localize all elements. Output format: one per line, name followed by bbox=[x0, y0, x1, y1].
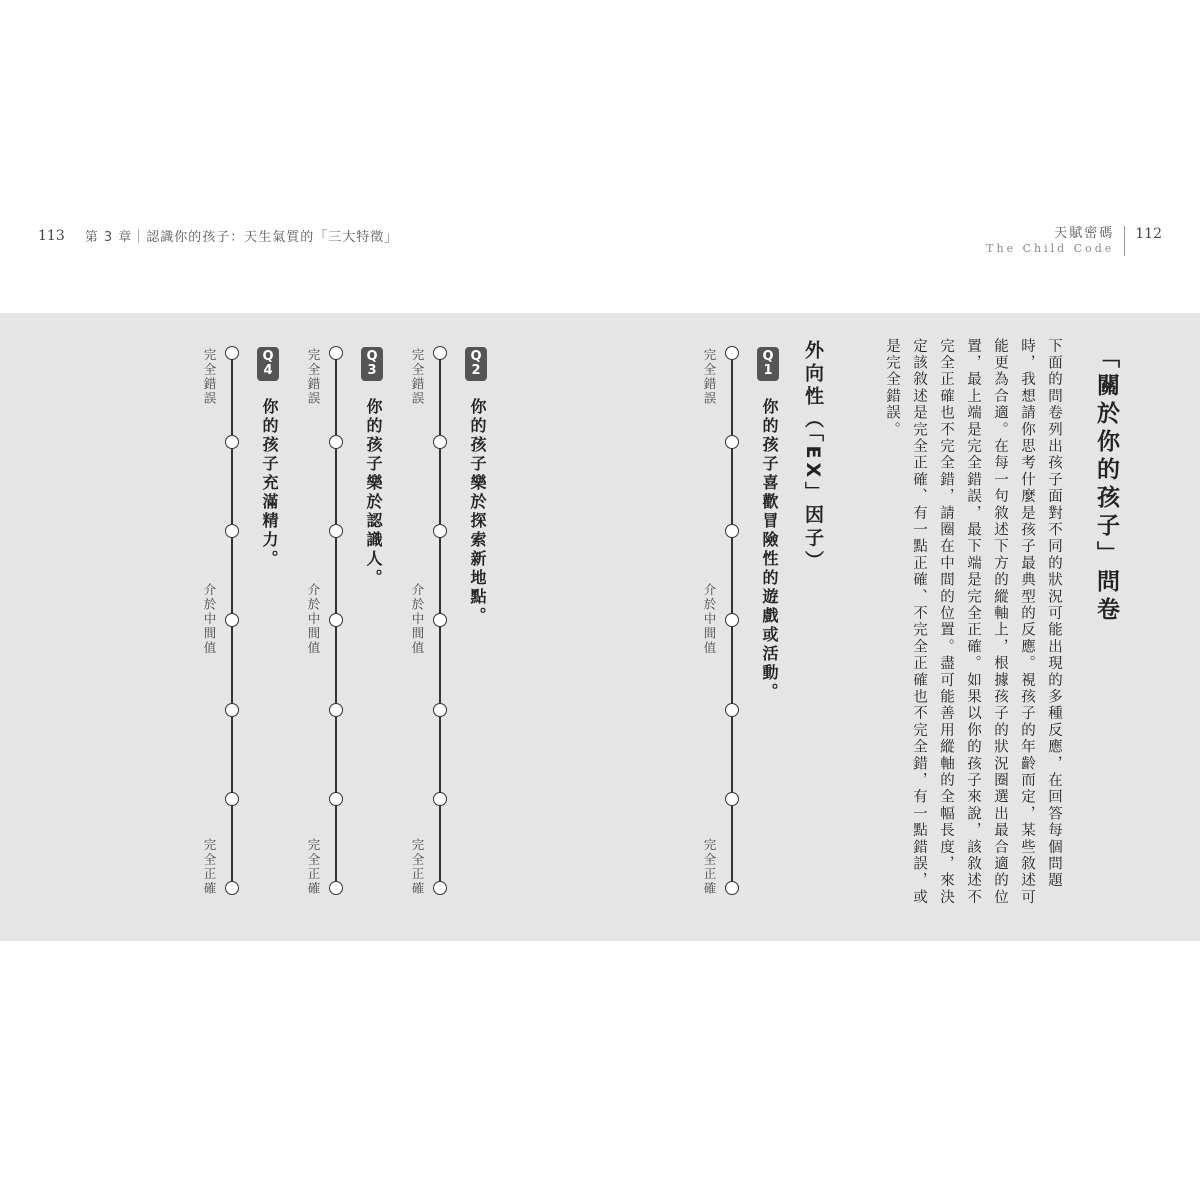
scale-point-2[interactable] bbox=[433, 435, 447, 449]
question-badge-number: 1 bbox=[763, 363, 773, 378]
scale-point-3[interactable] bbox=[725, 524, 739, 538]
question-badge-number: 3 bbox=[367, 363, 377, 378]
scale-point-2[interactable] bbox=[725, 435, 739, 449]
scale-label-bottom: 完全正確 bbox=[410, 838, 425, 896]
scale-point-6[interactable] bbox=[329, 792, 343, 806]
scale-label-top: 完全錯誤 bbox=[702, 348, 717, 406]
scale-point-6[interactable] bbox=[433, 792, 447, 806]
book-title: 天賦密碼 bbox=[1054, 226, 1115, 241]
scale-label-top: 完全錯誤 bbox=[202, 348, 217, 406]
scale-point-2[interactable] bbox=[225, 435, 239, 449]
scale-label-top: 完全錯誤 bbox=[306, 348, 321, 406]
left-page-number: 113 bbox=[38, 227, 65, 244]
question-text: 你的孩子樂於探索新地點。 bbox=[468, 398, 487, 626]
question-badge bbox=[465, 347, 487, 381]
scale-point-4[interactable] bbox=[329, 613, 343, 627]
scale-point-1[interactable] bbox=[225, 346, 239, 360]
question-text: 你的孩子樂於認識人。 bbox=[364, 398, 383, 588]
scale-label-middle: 介於中間值 bbox=[202, 583, 217, 656]
scale-label-middle: 介於中間值 bbox=[702, 583, 717, 656]
scale-label-bottom: 完全正確 bbox=[306, 838, 321, 896]
question-text: 你的孩子充滿精力。 bbox=[260, 398, 279, 569]
question-badge-number: 4 bbox=[263, 363, 273, 378]
book-subtitle: The Child Code bbox=[986, 242, 1115, 255]
scale-point-7[interactable] bbox=[433, 881, 447, 895]
questionnaire-title: 「關於你的孩子」問卷 bbox=[1093, 345, 1119, 625]
question-badge-letter: Q bbox=[762, 349, 774, 364]
scale-label-middle: 介於中間值 bbox=[306, 583, 321, 656]
scale-point-4[interactable] bbox=[725, 613, 739, 627]
scale-point-5[interactable] bbox=[329, 703, 343, 717]
question-badge-number: 2 bbox=[471, 363, 481, 378]
scale-label-bottom: 完全正確 bbox=[702, 838, 717, 896]
scale-point-5[interactable] bbox=[225, 703, 239, 717]
question-badge-letter: Q bbox=[262, 349, 274, 364]
book-title-block bbox=[986, 226, 1125, 256]
question-badge-letter: Q bbox=[366, 349, 378, 364]
right-page-header bbox=[986, 226, 1162, 256]
scale-point-5[interactable] bbox=[433, 703, 447, 717]
scale-point-3[interactable] bbox=[433, 524, 447, 538]
scale-point-4[interactable] bbox=[225, 613, 239, 627]
scale-label-middle: 介於中間值 bbox=[410, 583, 425, 656]
scale-point-7[interactable] bbox=[329, 881, 343, 895]
question-badge bbox=[361, 347, 383, 381]
scale-point-1[interactable] bbox=[433, 346, 447, 360]
scale-point-7[interactable] bbox=[225, 881, 239, 895]
scale-point-1[interactable] bbox=[329, 346, 343, 360]
instructions-paragraph: 下面的問卷列出孩子面對不同的狀況可能出現的多種反應，在回答每個問題時，我想請你思考什麼是孩子最典型的反應。視孩子的年齡而定，某些敘述可能更為合適。在每一句敘述下方的縱軸上，根據孩子的狀況圈選出最合適的位置，最上端是完全錯誤，最下端是完全正確。如果以你的孩子來說，該敘述不完全正確也不完全錯，請圈在中間的位置。盡可能善用縱軸的全幅長度，來決定該敘述是完全正確、有一點正確、不完全正確也不完全錯，有一點錯誤，或是完全錯誤。 bbox=[884, 338, 1062, 906]
scale-point-6[interactable] bbox=[225, 792, 239, 806]
question-badge-letter: Q bbox=[470, 349, 482, 364]
scale-point-3[interactable] bbox=[329, 524, 343, 538]
scale-point-1[interactable] bbox=[725, 346, 739, 360]
scale-point-5[interactable] bbox=[725, 703, 739, 717]
scale-point-4[interactable] bbox=[433, 613, 447, 627]
chapter-title: 第 3 章｜認識你的孩子：天生氣質的「三大特徵」 bbox=[84, 230, 399, 245]
scale-label-bottom: 完全正確 bbox=[202, 838, 217, 896]
question-badge bbox=[257, 347, 279, 381]
left-page-header bbox=[38, 226, 398, 245]
scale-point-3[interactable] bbox=[225, 524, 239, 538]
scale-point-2[interactable] bbox=[329, 435, 343, 449]
scale-point-6[interactable] bbox=[725, 792, 739, 806]
scale-label-top: 完全錯誤 bbox=[410, 348, 425, 406]
question-badge bbox=[757, 347, 779, 381]
section-heading: 外向性（「EX」因子） bbox=[802, 340, 824, 574]
question-text: 你的孩子喜歡冒險性的遊戲或活動。 bbox=[760, 398, 779, 702]
scale-point-7[interactable] bbox=[725, 881, 739, 895]
right-page-number: 112 bbox=[1135, 226, 1162, 242]
